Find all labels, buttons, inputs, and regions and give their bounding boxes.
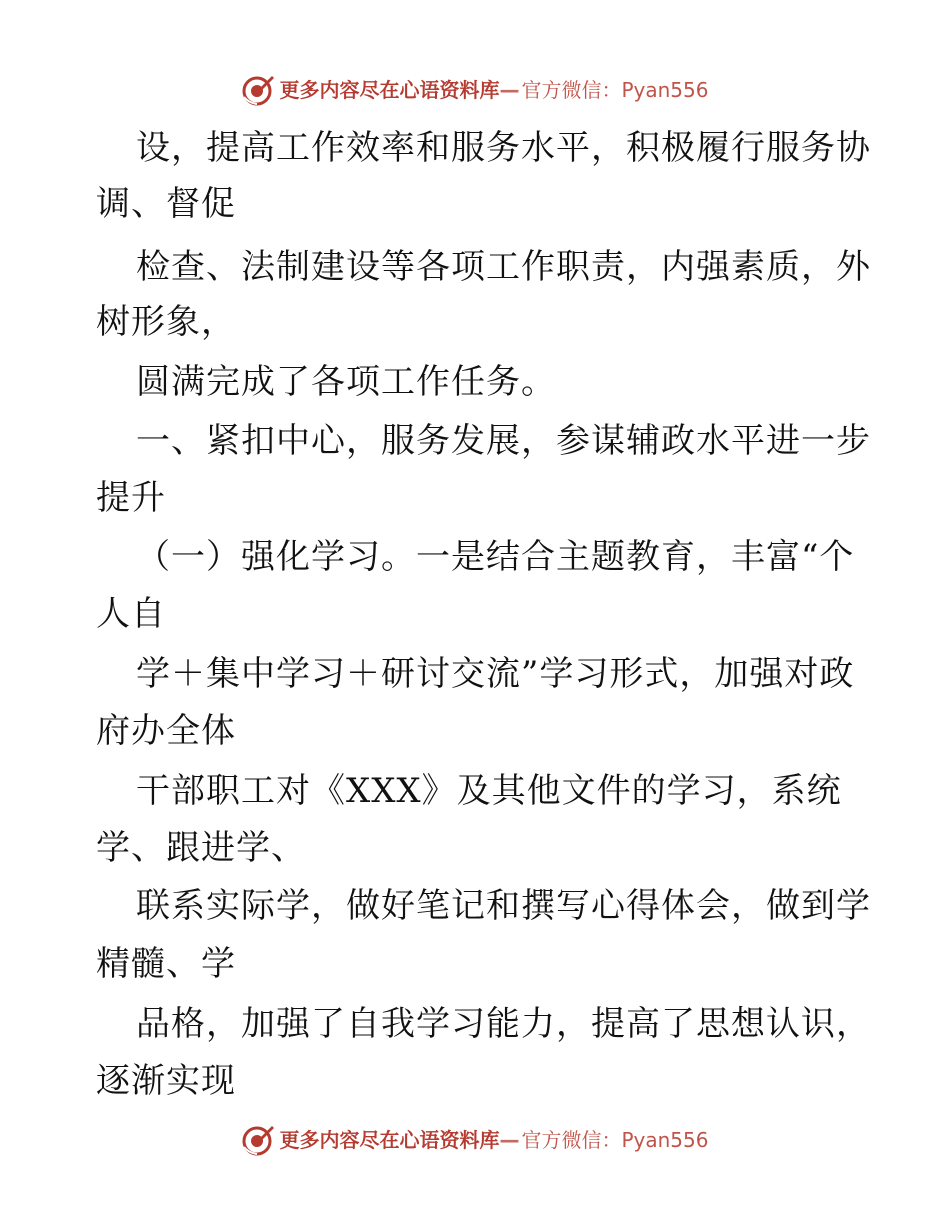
- text-line: 联系实际学，做好笔记和撰写心得体会，做到学: [136, 886, 871, 926]
- text-line: 提升: [96, 478, 166, 518]
- text-line: 学＋集中学习＋研讨交流”学习形式，加强对政: [136, 654, 855, 694]
- text-line: 人自: [96, 594, 166, 634]
- text-line: 树形象，: [96, 302, 236, 342]
- text-line: 学、跟进学、: [96, 828, 306, 868]
- text-line: 设，提高工作效率和服务水平，积极履行服务协: [136, 128, 871, 168]
- footer-watermark-banner: [0, 1120, 950, 1160]
- text-line: 逐渐实现: [96, 1061, 236, 1101]
- banner-main-text: 更多内容尽在心语资料库: [279, 1128, 500, 1152]
- text-line: 精髓、学: [96, 944, 236, 984]
- text-line: 品格，加强了自我学习能力，提高了思想认识，: [136, 1004, 871, 1044]
- text-line: 府办全体: [96, 711, 236, 751]
- text-line: 圆满完成了各项工作任务。: [136, 362, 556, 402]
- text-line: 调、督促: [96, 184, 236, 224]
- banner-account-text: 官方微信：Pyan556: [521, 78, 709, 102]
- text-line: 干部职工对《XXX》及其他文件的学习，系统: [136, 771, 842, 811]
- text-line: 一、紧扣中心，服务发展，参谋辅政水平进一步: [136, 421, 871, 461]
- banner-separator: —: [499, 1128, 520, 1152]
- banner-account-text: 官方微信：Pyan556: [521, 1128, 709, 1152]
- banner-main-text: 更多内容尽在心语资料库: [279, 78, 500, 102]
- text-line: 检查、法制建设等各项工作职责，内强素质，外: [136, 247, 871, 287]
- pen-seal-logo-icon: [241, 1123, 275, 1157]
- banner-separator: —: [499, 78, 520, 102]
- text-line: （一）强化学习。一是结合主题教育，丰富“个: [136, 537, 855, 577]
